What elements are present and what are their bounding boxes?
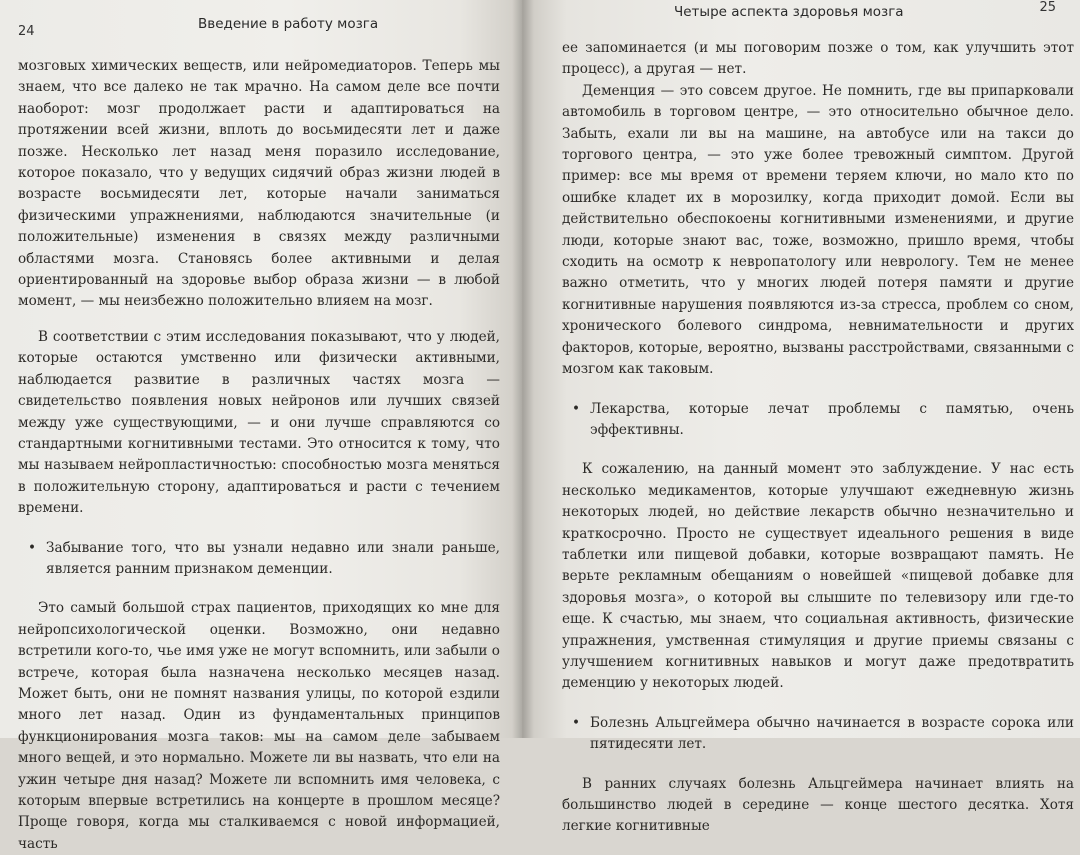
paragraph: ее запоминается (и мы поговорим позже о том, как улучшить этот процесс), а другая — нет. bbox=[562, 40, 1074, 78]
paragraph: В соответствии с этим исследования показывают, что у людей, которые остаются умственно или физически активными, наблюдается развитие в различных частях мозга — свидетельство появления новых нейронов или лучших связей между уже существующими, — и они лучше справляются со стандартными когнитивными тестами. Это относится к тому, что мы называем нейропластичностью: способностью мозга меняться в положительную сторону, адаптироваться и расти с течением времени. bbox=[18, 328, 500, 517]
bullet-item bbox=[18, 538, 500, 581]
running-head-right: Четыре аспекта здоровья мозга bbox=[674, 4, 904, 20]
bullet-text: Забывание того, что вы узнали недавно или знали раньше, является ранним признаком деменции. bbox=[46, 539, 500, 577]
paragraph: В ранних случаях болезнь Альцгеймера начинает влиять на большинство людей в середине — конце шестого десятка. Хотя легкие когнитивные bbox=[562, 775, 1074, 835]
right-page bbox=[522, 0, 1080, 835]
book-gutter-shadow bbox=[512, 0, 534, 738]
bullet-marker: • bbox=[28, 539, 37, 556]
page-number-left: 24 bbox=[18, 24, 35, 39]
bullet-text: Болезнь Альцгеймера обычно начинается в возрасте сорока или пятидесяти лет. bbox=[590, 714, 1074, 753]
left-page bbox=[0, 0, 522, 852]
paragraph: Деменция — это совсем другое. Не помнить, где вы припарковали автомобиль в торговом центре, — это относительно обычное дело. Забыть, ехали ли вы на машине, на автобусе или на такси до торгового центра, — это уже более тревожный симптом. Другой пример: все мы время от времени теряем ключи, но мало кто по ошибке кладет их в морозилку, когда приходит домой. Если вы действительно обеспокоены когнитивными изменениями, и другие люди, которые знают вас, тоже, возможно, пришло время, чтобы сходить на осмотр к невропатологу или неврологу. Тем не менее важно отметить, что у многих людей потеря памяти и другие когнитивные нарушения появляются из-за стресса, проблем со сном, хронического болевого синдрома, невнимательности и других факторов, которые, вероятно, вызваны расстройствами, связанными с мозгом как таковым. bbox=[562, 82, 1074, 378]
bullet-marker: • bbox=[572, 400, 581, 417]
bullet-text: Лекарства, которые лечат проблемы с памятью, очень эффективны. bbox=[590, 400, 1074, 438]
page-number-right: 25 bbox=[1039, 0, 1056, 15]
paragraph: К сожалению, на данный момент это заблуждение. У нас есть несколько медикаментов, которые улучшают ежедневную жизнь некоторых людей, но действие лекарств обычно незначительно и краткосрочно. Просто не существует идеального решения в виде таблетки или пищевой добавки, которые возвращают память. Не верьте рекламным обещаниям о новейшей «пищевой добавке для здоровья мозга», о которой вы слышите по телевизору или где-то еще. К счастью, мы знаем, что социальная активность, физические упражнения, умственная стимуляция и другие приемы связаны с улучшением когнитивных навыков и могут даже предотвратить деменцию у некоторых людей. bbox=[562, 461, 1074, 692]
bullet-item bbox=[562, 713, 1074, 756]
running-head-left: Введение в работу мозга bbox=[198, 16, 379, 32]
paragraph: Это самый большой страх пациентов, приходящих ко мне для нейропсихологической оценки. Возможно, они недавно встретили кого-то, чье имя уже не могут вспомнить, или забыли о встрече, которая была назначена несколько месяцев назад. Может быть, они не помнят названия улицы, по которой ездили много лет назад. Один из фундаментальных принципов функционирования мозга таков: мы на самом деле забываем много вещей, и это нормально. Можете ли вы назвать, что ели на ужин четыре дня назад? Можете ли вспомнить имя человека, с которым впервые встретились на концерте в прошлом месяце? Проще говоря, когда мы сталкиваемся с новой информацией, часть bbox=[18, 600, 500, 852]
bullet-marker: • bbox=[572, 714, 581, 731]
paragraph: мозговых химических веществ, или нейромедиаторов. Теперь мы знаем, что все далеко не так мрачно. На самом деле все почти наоборот: мозг продолжает расти и адаптироваться на протяжении всей жизни, вплоть до восьмидесяти лет и даже позже. Несколько лет назад меня поразило исследование, которое показало, что у ведущих сидячий образ жизни людей в возрасте восьмидесяти лет, которые начали заниматься физическими упражнениями, наблюдаются значительные (и положительные) изменения в связях между различными областями мозга. Становясь более активными и делая ориентированный на здоровье выбор образа жизни — в любой момент, — мы неизбежно положительно влияем на мозг. bbox=[18, 58, 500, 310]
bullet-item bbox=[562, 399, 1074, 442]
